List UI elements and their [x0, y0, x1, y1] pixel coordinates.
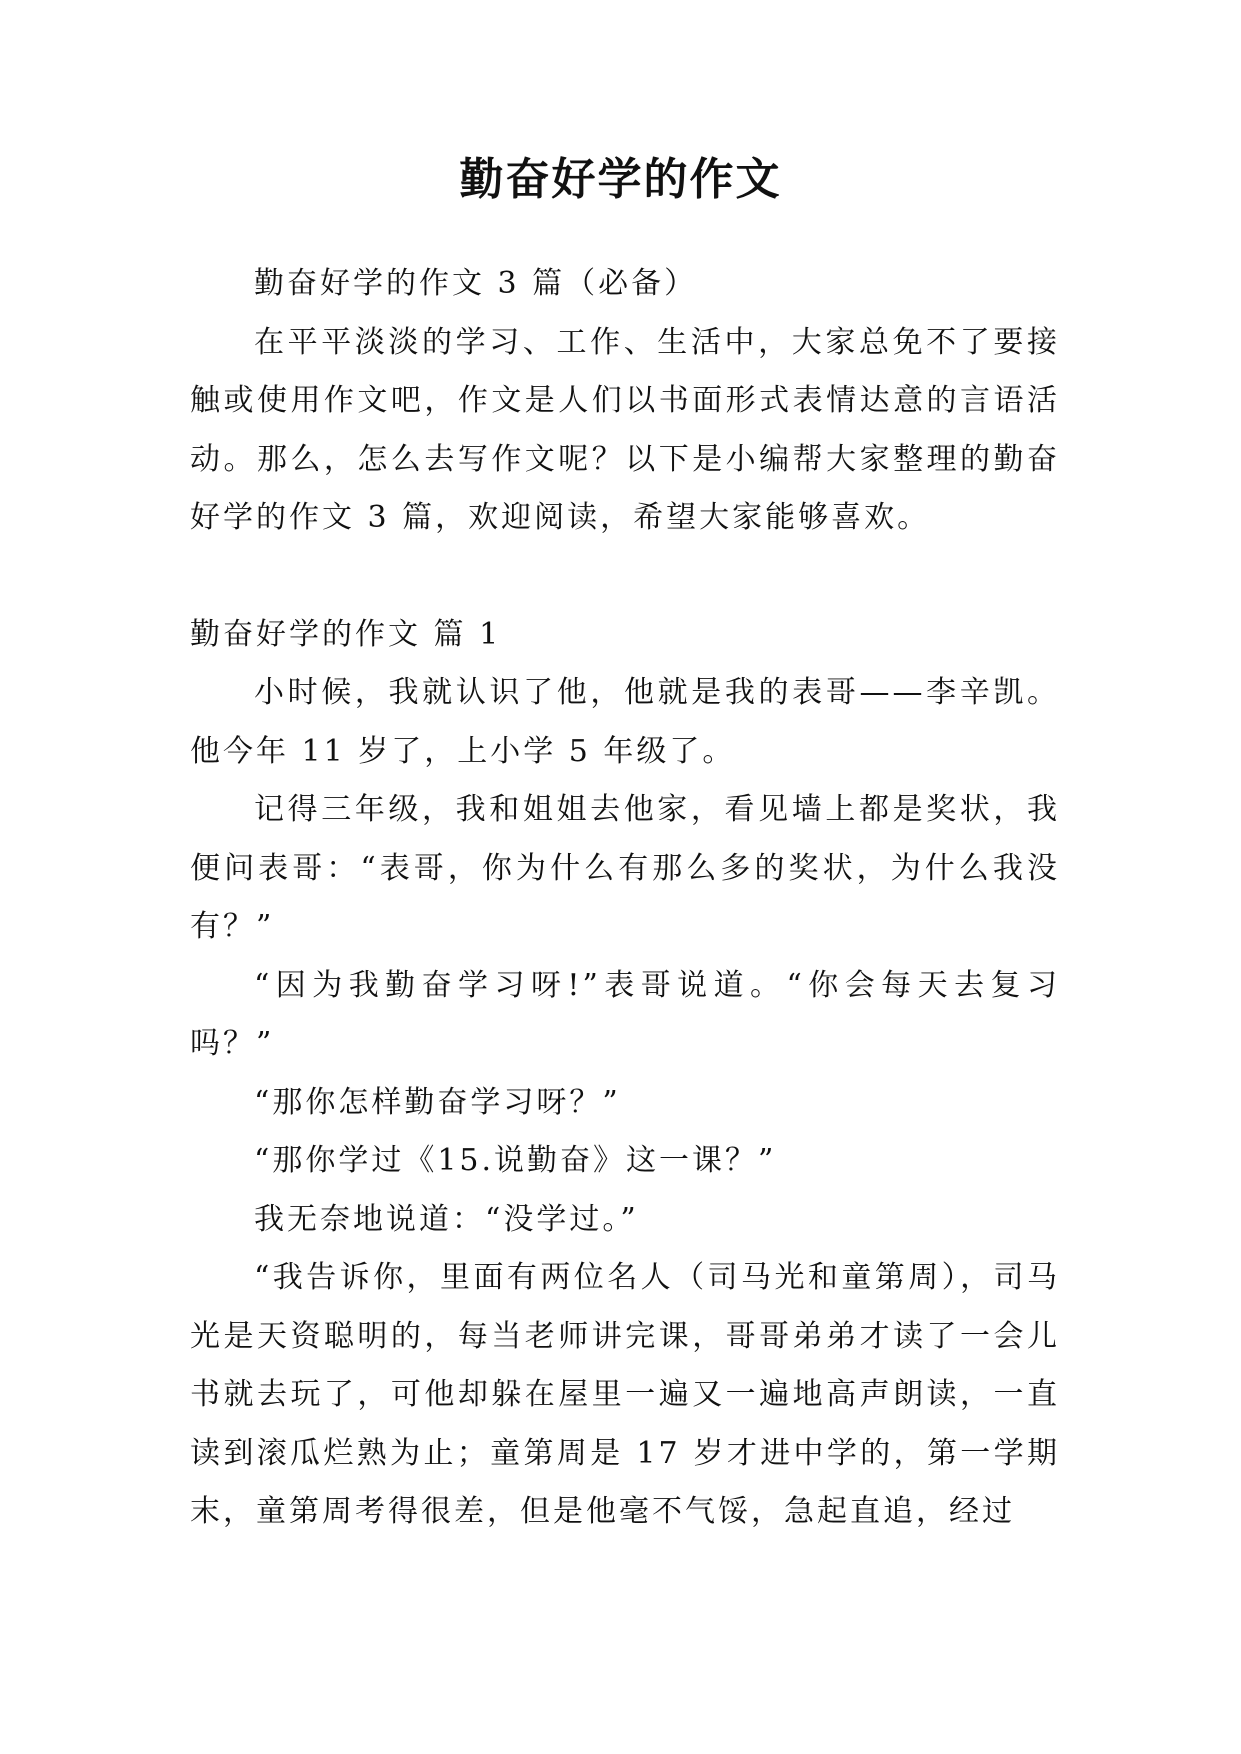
- subtitle-line: 勤奋好学的作文 3 篇（必备）: [254, 266, 698, 301]
- body-paragraph: 小时候，我就认识了他，他就是我的表哥——李辛凯。他今年 11 岁了，上小学 5 年级了。: [190, 675, 1060, 769]
- body-paragraph: 记得三年级，我和姐姐去他家，看见墙上都是奖状，我便问表哥：“表哥，你为什么有那么多的奖状，为什么我没有？”: [190, 792, 1060, 944]
- intro-paragraph: 在平平淡淡的学习、工作、生活中，大家总免不了要接触或使用作文吧，作文是人们以书面形式表情达意的言语活动。那么，怎么去写作文呢？以下是小编帮大家整理的勤奋好学的作文 3 篇，欢迎阅读，希望大家能够喜欢。: [190, 324, 1060, 535]
- body-paragraph: 我无奈地说道：“没学过。”: [254, 1201, 639, 1237]
- document-title: 勤奋好学的作文: [459, 154, 782, 205]
- document-body: [190, 255, 1060, 1542]
- body-paragraph: “那你怎样勤奋学习呀？”: [254, 1084, 621, 1120]
- body-paragraph: “我告诉你，里面有两位名人（司马光和童第周），司马光是天资聪明的，每当老师讲完课，哥哥弟弟才读了一会儿书就去玩了，可他却躲在屋里一遍又一遍地高声朗读，一直读到滚瓜烂熟为止；童第周是 17 岁才进中学的，第一学期末，童第周考得很差，但是他毫不气馁，急起直追，经过: [190, 1260, 1060, 1529]
- body-paragraph: “因为我勤奋学习呀!”表哥说道。“你会每天去复习吗？”: [190, 967, 1060, 1061]
- section-heading: 勤奋好学的作文 篇 1: [190, 616, 502, 652]
- body-paragraph: “那你学过《15.说勤奋》这一课？”: [254, 1143, 777, 1178]
